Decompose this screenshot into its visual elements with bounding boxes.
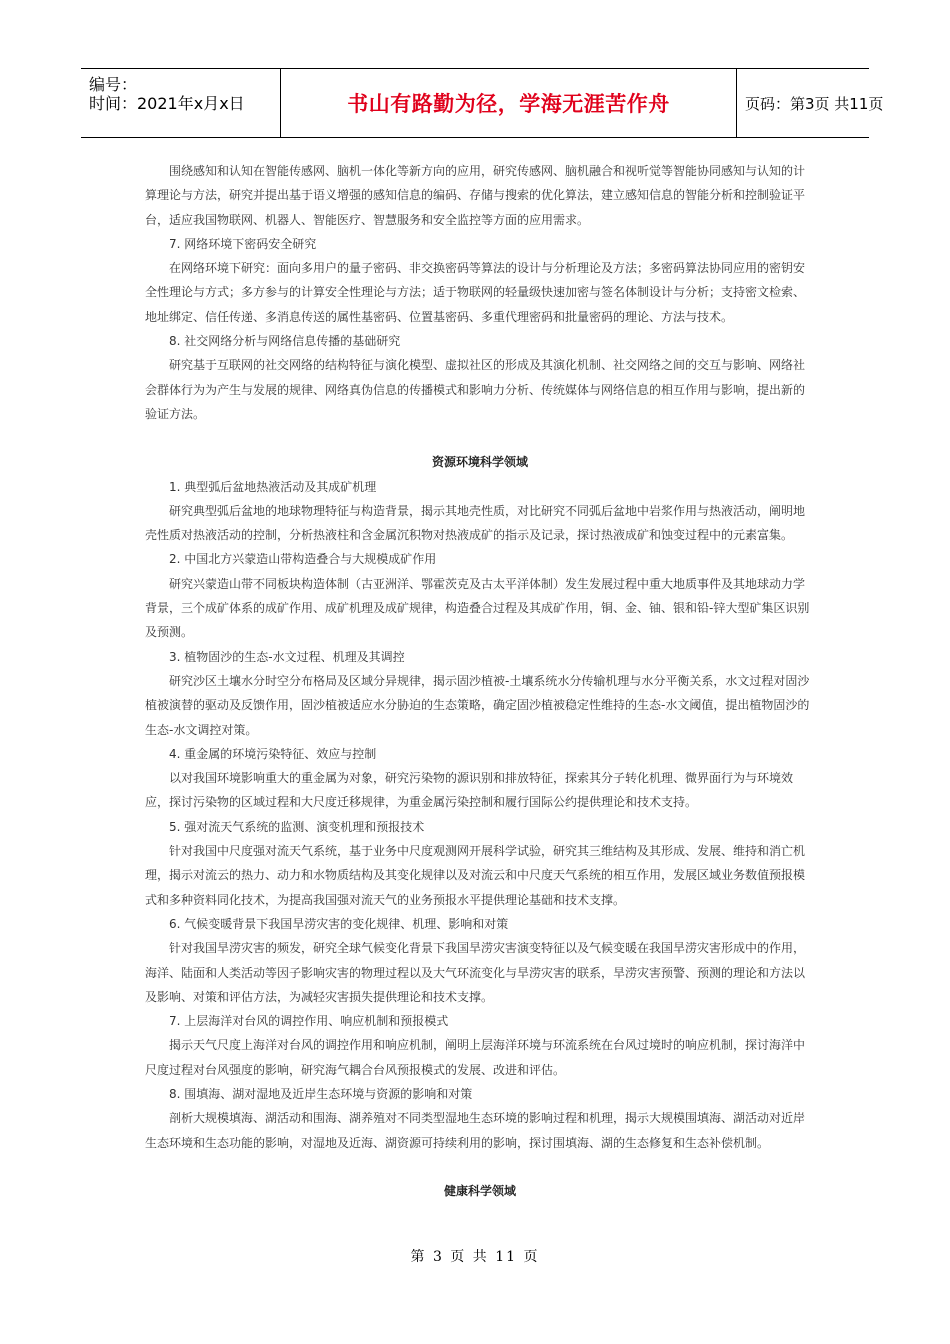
item-paragraph: 在网络环境下研究：面向多用户的量子密码、非交换密码等算法的设计与分析理论及方法；多密码算法协同应用的密钥安全性理论与方式；多方参与的计算安全性理论与方法；适于物联网的轻量级快速加密与签名体制设计与分析；支持密文检索、地址绑定、信任传递、多消息传送的属性基密码、位置基密码、多重代理密码和批量密码的理论、方法与技术。 xyxy=(145,261,806,324)
item-paragraph: 揭示天气尺度上海洋对台风的调控作用和响应机制，阐明上层海洋环境与环流系统在台风过境时的响应机制，探讨海洋中尺度过程对台风强度的影响，研究海气耦合台风预报模式的发展、改进和评估。 xyxy=(145,1038,806,1077)
motto: 书山有路勤为径，学海无涯苦作舟 xyxy=(281,69,737,137)
item-heading: 5. 强对流天气系统的监测、演变机理和预报技术 xyxy=(169,819,425,834)
item-heading: 2. 中国北方兴蒙造山带构造叠合与大规模成矿作用 xyxy=(169,552,437,567)
number-label: 编号： xyxy=(89,75,138,94)
item-heading: 7. 上层海洋对台风的调控作用、响应机制和预报模式 xyxy=(169,1014,449,1029)
page-footer: 第 3 页 共 11 页 xyxy=(410,1249,540,1265)
item-heading: 1. 典型弧后盆地热液活动及其成矿机理 xyxy=(169,479,377,494)
section-title: 资源环境科学领域 xyxy=(431,455,528,470)
item-heading: 6. 气候变暖背景下我国旱涝灾害的变化规律、机理、影响和对策 xyxy=(169,916,509,931)
item-paragraph: 研究沙区土壤水分时空分布格局及区域分异规律，揭示固沙植被-土壤系统水分传输机理与水分平衡关系，水文过程对固沙植被演替的驱动及反馈作用，固沙植被适应水分胁迫的生态策略，确定固沙植被稳定性维持的生态-水文阈值，提出植物固沙的生态-水文调控对策。 xyxy=(145,673,810,737)
item-heading: 4. 重金属的环境污染特征、效应与控制 xyxy=(169,746,377,761)
item-paragraph: 以对我国环境影响重大的重金属为对象，研究污染物的源识别和排放特征，探索其分子转化机理、微界面行为与环境效应，探讨污染物的区域过程和大尺度迁移规律，为重金属污染控制和履行国际公约提供理论和技术支持。 xyxy=(145,771,794,810)
page-label: 页码：第3页 共11页 xyxy=(745,94,884,113)
header-meta xyxy=(81,69,281,137)
page-header xyxy=(81,68,884,138)
item-heading: 7. 网络环境下密码安全研究 xyxy=(169,236,317,251)
item-paragraph: 研究典型弧后盆地的地球物理特征与构造背景，揭示其地壳性质，对比研究不同弧后盆地中岩浆作用与热液活动，阐明地壳性质对热液活动的控制，分析热液柱和含金属沉积物对热液成矿的指示及记录，探讨热液成矿和蚀变过程中的元素富集。 xyxy=(145,503,806,543)
item-heading: 3. 植物固沙的生态-水文过程、机理及其调控 xyxy=(169,649,405,664)
section-title: 健康科学领域 xyxy=(443,1183,516,1198)
item-paragraph: 研究兴蒙造山带不同板块构造体制（古亚洲洋、鄂霍茨克及古太平洋体制）发生发展过程中重大地质事件及其地球动力学背景，三个成矿体系的成矿作用、成矿机理及成矿规律，构造叠合过程及其成矿作用，铜、金、铀、银和铅-锌大型矿集区识别及预测。 xyxy=(145,576,810,640)
item-paragraph: 研究基于互联网的社交网络的结构特征与演化模型、虚拟社区的形成及其演化机制、社交网络之间的交互与影响、网络社会群体行为为产生与发展的规律、网络真伪信息的传播模式和影响力分析、传统媒体与网络信息的相互作用与影响，提出新的验证方法。 xyxy=(145,358,806,421)
document-body xyxy=(145,159,815,1203)
intro-paragraph: 围绕感知和认知在智能传感网、脑机一体化等新方向的应用，研究传感网、脑机融合和视听觉等智能协同感知与认知的计算理论与方法，研究并提出基于语义增强的感知信息的编码、存储与搜索的优化算法，建立感知信息的智能分析和控制验证平台，适应我国物联网、机器人、智能医疗、智慧服务和安全监控等方面的应用需求。 xyxy=(145,164,806,227)
time-label: 时间：2021年x月x日 xyxy=(89,94,245,113)
item-paragraph: 针对我国旱涝灾害的频发，研究全球气候变化背景下我国旱涝灾害演变特征以及气候变暖在我国旱涝灾害形成中的作用，海洋、陆面和人类活动等因子影响灾害的物理过程以及大气环流变化与旱涝灾害的联系，旱涝灾害预警、预测的理论和方法以及影响、对策和评估方法，为减轻灾害损失提供理论和技术支撑。 xyxy=(145,941,806,1004)
item-heading: 8. 社交网络分析与网络信息传播的基础研究 xyxy=(169,334,401,349)
item-heading: 8. 围填海、湖对湿地及近岸生态环境与资源的影响和对策 xyxy=(169,1086,473,1101)
item-paragraph: 剖析大规模填海、湖活动和围海、湖养殖对不同类型湿地生态环境的影响过程和机理，揭示大规模围填海、湖活动对近岸生态环境和生态功能的影响，对湿地及近海、湖资源可持续利用的影响，探讨围填海、湖的生态修复和生态补偿机制。 xyxy=(145,1111,806,1150)
item-paragraph: 针对我国中尺度强对流天气系统，基于业务中尺度观测网开展科学试验，研究其三维结构及其形成、发展、维持和消亡机理，揭示对流云的热力、动力和水物质结构及其变化规律以及对流云和中尺度天气系统的相互作用，发展区域业务数值预报模式和多种资料同化技术，为提高我国强对流天气的业务预报水平提供理论基础和技术支撑。 xyxy=(145,844,806,907)
